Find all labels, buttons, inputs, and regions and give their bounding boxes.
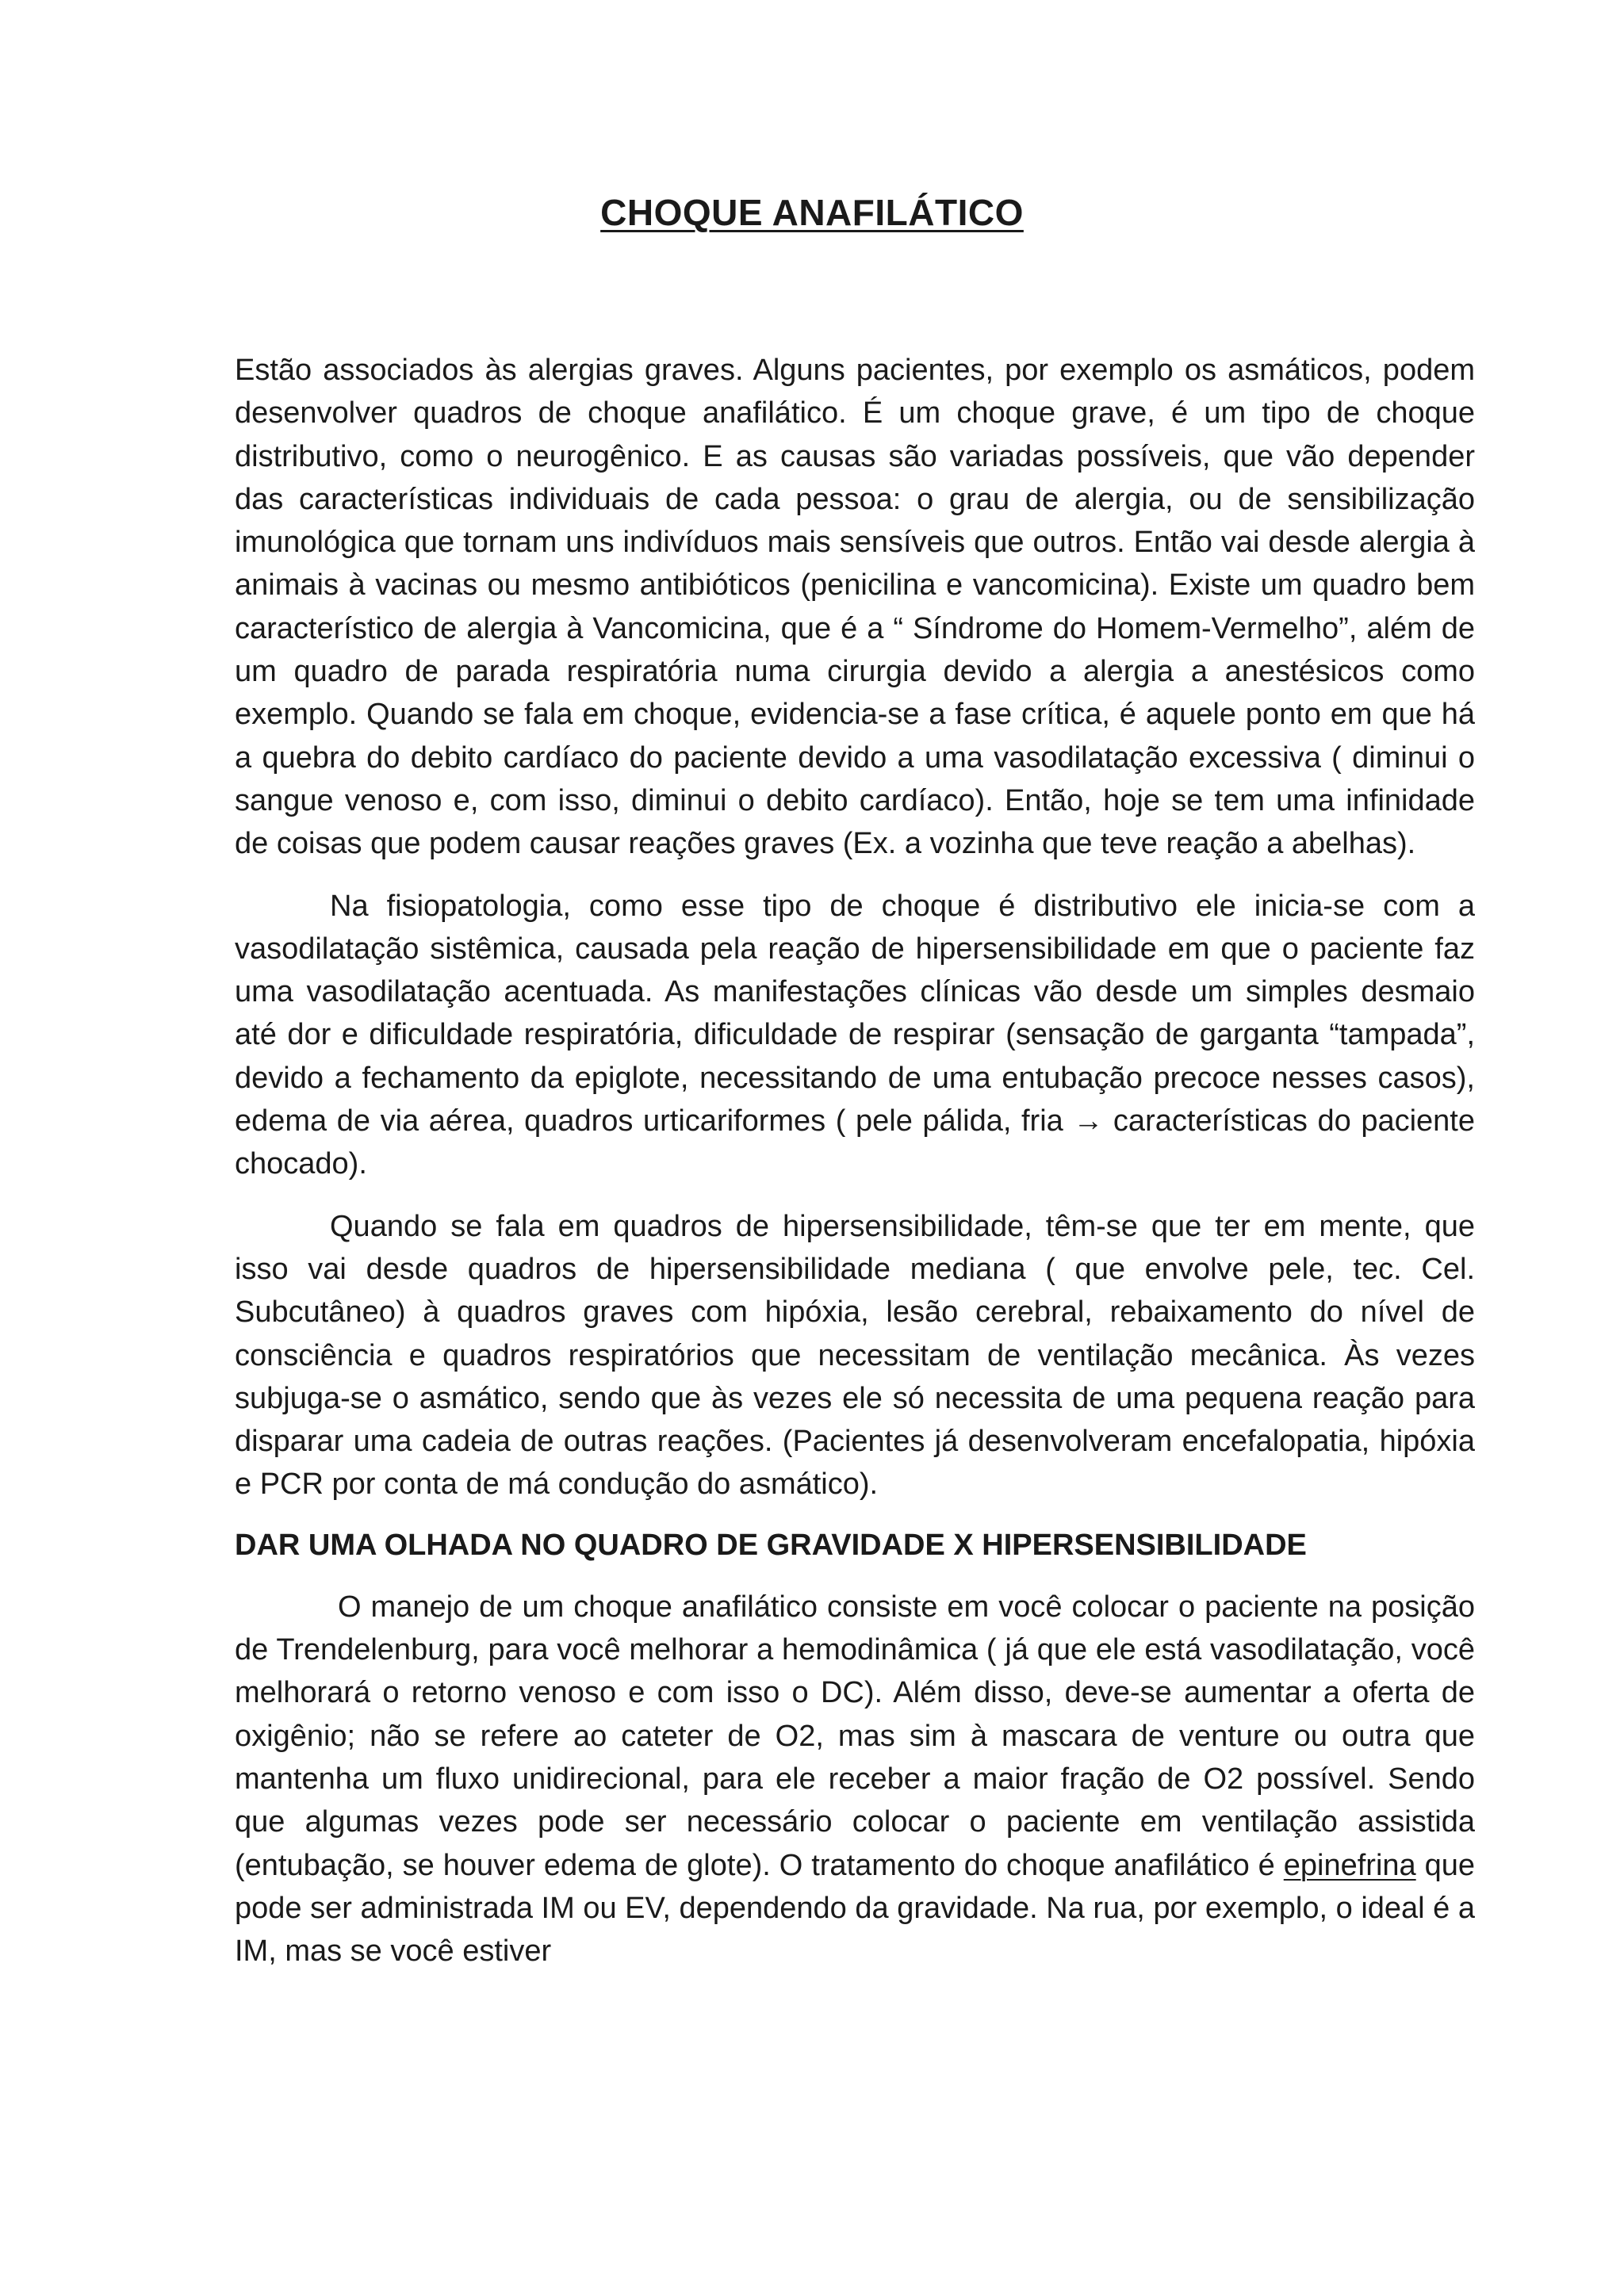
paragraph-management <box>235 1586 1475 1973</box>
document-body <box>235 349 1475 1973</box>
paragraph-hypersensitivity: Quando se fala em quadros de hipersensibilidade, têm-se que ter em mente, que isso vai desde quadros de hipersensibilidade mediana ( que envolve pele, tec. Cel. Subcutâneo) à quadros graves com hipóxia, lesão cerebral, rebaixamento do nível de consciência e quadros respiratórios que necessitam de ventilação mecânica. Às vezes subjuga-se o asmático, sendo que às vezes ele só necessita de uma pequena reação para disparar uma cadeia de outras reações. (Pacientes já desenvolveram encefalopatia, hipóxia e PCR por conta de má condução do asmático). <box>235 1209 1475 1502</box>
section-heading: DAR UMA OLHADA NO QUADRO DE GRAVIDADE X HIPERSENSIBILIDADE <box>235 1528 1307 1562</box>
management-text-start: O manejo de um choque anafilático consiste em você colocar o paciente na posição de Trendelenburg, para você melhorar a hemodinâmica ( já que ele está vasodilatação, você melhorará o retorno venoso e com isso o DC). Além disso, deve-se aumentar a oferta de oxigênio; não se refere ao cateter de O2, mas sim à mascara de venture ou outra que mantenha um fluxo unidirecional, para ele receber a maior fração de O2 possível. Sendo que algumas vezes pode ser necessário colocar o paciente em ventilação assistida (entubação, se houver edema de glote). O tratamento do choque anafilático é <box>235 1590 1475 1882</box>
management-text-end: que pode ser administrada IM ou EV, dependendo da gravidade. Na rua, por exemplo, o ideal é a IM, mas se você estiver <box>235 1848 1475 1969</box>
epinefrina-underlined: epinefrina <box>1283 1848 1416 1882</box>
document-title: CHOQUE ANAFILÁTICO <box>600 192 1024 233</box>
paragraph-intro: Estão associados às alergias graves. Alguns pacientes, por exemplo os asmáticos, podem desenvolver quadros de choque anafilático. É um choque grave, é um tipo de choque distributivo, como o neurogênico. E as causas são variadas possíveis, que vão depender das características individuais de cada pessoa: o grau de alergia, ou de sensibilização imunológica que tornam uns indivíduos mais sensíveis que outros. Então vai desde alergia à animais à vacinas ou mesmo antibióticos (penicilina e vancomicina). Existe um quadro bem característico de alergia à Vancomicina, que é a “ Síndrome do Homem-Vermelho”, além de um quadro de parada respiratória numa cirurgia devido a alergia a anestésicos como exemplo. Quando se fala em choque, evidencia-se a fase crítica, é aquele ponto em que há a quebra do debito cardíaco do paciente devido a uma vasodilatação excessiva ( diminui o sangue venoso e, com isso, diminui o debito cardíaco). Então, hoje se tem uma infinidade de coisas que podem causar reações graves (Ex. a vozinha que teve reação a abelhas). <box>235 354 1475 861</box>
paragraph-pathophysiology: Na fisiopatologia, como esse tipo de choque é distributivo ele inicia-se com a vasodilatação sistêmica, causada pela reação de hipersensibilidade em que o paciente faz uma vasodilatação acentuada. As manifestações clínicas vão desde um simples desmaio até dor e dificuldade respiratória, dificuldade de respirar (sensação de garganta “tampada”, devido a fechamento da epiglote, necessitando de uma entubação precoce nesses casos), edema de via aérea, quadros urticariformes ( pele pálida, fria → características do paciente chocado). <box>235 889 1475 1181</box>
